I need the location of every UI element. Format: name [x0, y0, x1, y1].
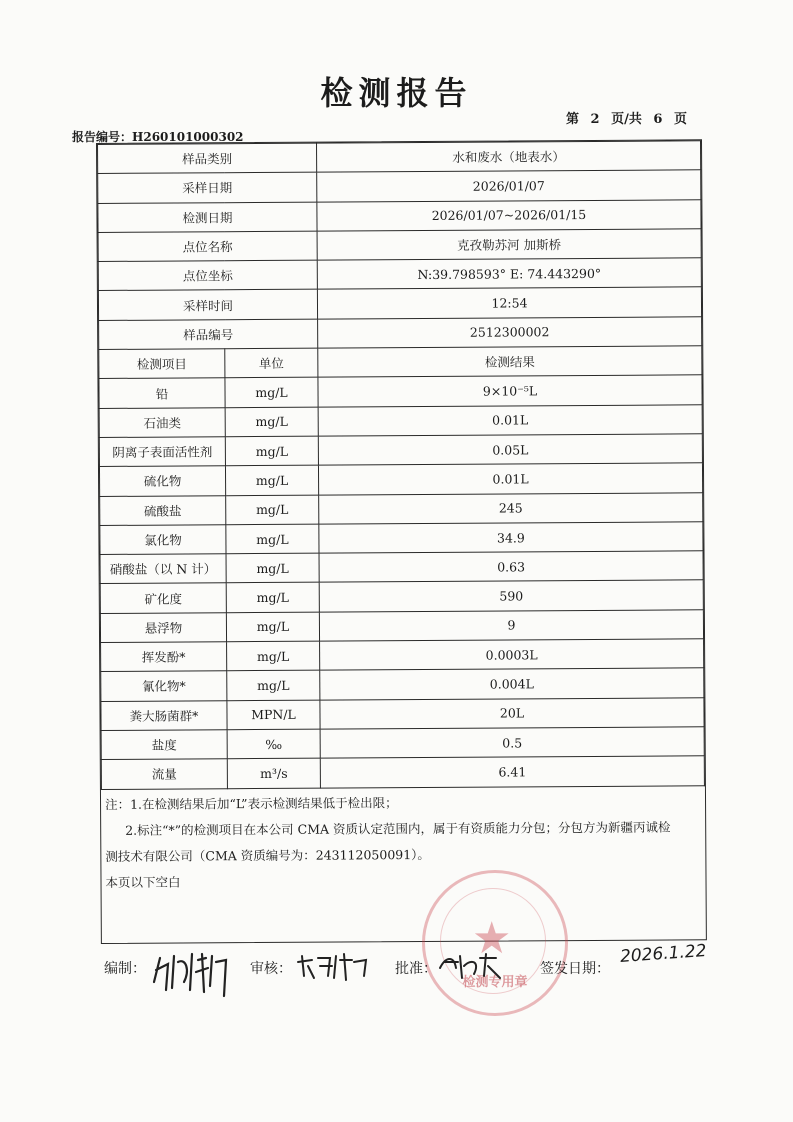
info-value: 2026/01/07~2026/01/15	[317, 199, 701, 231]
remark-line-1: 注：1.在检测结果后加“L”表示检测结果低于检出限；	[104, 794, 398, 812]
page-suffix: 页	[673, 112, 687, 127]
page-indicator	[566, 108, 691, 127]
info-row	[98, 170, 701, 203]
result-row	[101, 668, 704, 701]
result-row	[101, 697, 704, 730]
info-value: N:39.798593° E: 74.443290°	[317, 258, 701, 290]
result-row	[99, 463, 702, 496]
remark-line-4: 本页以下空白	[105, 874, 181, 890]
result-result: 6.41	[320, 756, 704, 788]
info-label: 点位名称	[98, 231, 317, 262]
result-unit: mg/L	[226, 612, 319, 642]
result-unit: ‰	[227, 729, 320, 759]
official-seal	[422, 870, 568, 1016]
info-row	[99, 317, 702, 350]
result-item: 铅	[99, 378, 225, 408]
result-unit: mg/L	[227, 670, 320, 700]
approver-label: 批准：	[395, 961, 437, 977]
info-label: 点位坐标	[98, 260, 317, 291]
issue-date-label: 签发日期：	[540, 961, 610, 977]
report-table	[97, 140, 705, 789]
result-item: 石油类	[99, 407, 225, 437]
result-row	[99, 404, 702, 437]
result-result: 0.01L	[318, 463, 702, 495]
result-item: 矿化度	[100, 583, 226, 613]
header-result: 检测结果	[318, 346, 702, 378]
result-row	[99, 434, 702, 467]
result-row	[99, 375, 702, 408]
header-item: 检测项目	[99, 349, 225, 379]
result-unit: mg/L	[226, 553, 319, 583]
info-row	[98, 287, 701, 320]
result-row	[100, 492, 703, 525]
info-label: 检测日期	[98, 202, 317, 233]
result-row	[101, 756, 704, 789]
result-unit: mg/L	[227, 641, 320, 671]
result-unit: mg/L	[226, 524, 319, 554]
page-prefix: 第	[566, 112, 580, 127]
report-number: 报告编号：H260101000302	[72, 130, 244, 144]
result-unit: mg/L	[225, 378, 318, 408]
info-label: 样品类别	[98, 143, 317, 174]
result-result: 245	[319, 492, 703, 524]
result-unit: mg/L	[226, 495, 319, 525]
result-row	[101, 727, 704, 760]
result-row	[100, 522, 703, 555]
result-result: 0.05L	[318, 434, 702, 466]
seal-text: 检测专用章	[462, 975, 528, 990]
result-result: 34.9	[319, 522, 703, 554]
info-value: 2026/01/07	[317, 170, 701, 202]
result-unit: mg/L	[225, 436, 318, 466]
info-row	[98, 141, 701, 174]
page-total: 6	[653, 112, 663, 127]
result-item: 流量	[101, 759, 227, 789]
result-item: 阴离子表面活性剂	[99, 437, 225, 467]
page-middle: 页/共	[611, 112, 642, 127]
info-row	[98, 199, 701, 232]
approver-signature	[436, 948, 508, 984]
result-result: 0.01L	[318, 404, 702, 436]
info-row	[98, 258, 701, 291]
compiler-label: 编制：	[104, 961, 146, 977]
result-item: 硝酸盐（以 N 计）	[100, 554, 226, 584]
reviewer-label: 审核：	[250, 961, 292, 977]
result-item: 粪大肠菌群*	[101, 700, 227, 730]
remark-line-3: 测技术有限公司（CMA 资质编号为：243112050091）。	[105, 846, 430, 864]
result-result: 590	[319, 580, 703, 612]
result-item: 挥发酚*	[101, 642, 227, 672]
issue-date-value: 2026.1.22	[619, 941, 708, 967]
result-unit: mg/L	[225, 407, 318, 437]
result-result: 0.5	[320, 727, 704, 759]
result-result: 9×10⁻⁵L	[318, 375, 702, 407]
result-item: 盐度	[101, 730, 227, 760]
report-title: 检测报告	[320, 74, 473, 112]
remark-line-2: 2.标注“*”的检测项目在本公司 CMA 资质认定范围内，属于有资质能力分包；分包方为新疆丙诚检	[125, 819, 671, 838]
info-value: 12:54	[317, 287, 701, 319]
info-label: 样品编号	[99, 319, 318, 350]
seal-star-icon: ★	[472, 913, 512, 964]
result-row	[100, 551, 703, 584]
result-result: 0.0003L	[320, 639, 704, 671]
result-item: 氰化物*	[101, 671, 227, 701]
result-unit: mg/L	[226, 583, 319, 613]
info-value: 克孜勒苏河 加斯桥	[317, 229, 701, 261]
result-unit: mg/L	[225, 465, 318, 495]
info-value: 2512300002	[318, 317, 702, 349]
info-label: 采样时间	[98, 290, 317, 321]
result-row	[101, 639, 704, 672]
result-item: 硫酸盐	[100, 495, 226, 525]
result-unit: MPN/L	[227, 700, 320, 730]
result-result: 0.004L	[320, 668, 704, 700]
result-result: 20L	[320, 697, 704, 729]
result-result: 0.63	[319, 551, 703, 583]
result-result: 9	[319, 610, 703, 642]
result-item: 氯化物	[100, 525, 226, 555]
compiler-signature	[146, 940, 238, 1000]
reviewer-signature	[294, 950, 374, 984]
remarks	[101, 786, 706, 896]
header-unit: 单位	[225, 348, 318, 378]
results-header-row	[99, 346, 702, 379]
info-value: 水和废水（地表水）	[317, 141, 701, 173]
info-label: 采样日期	[98, 172, 317, 203]
report-table-frame	[96, 139, 707, 944]
result-row	[100, 610, 703, 643]
info-row	[98, 229, 701, 262]
result-item: 硫化物	[99, 466, 225, 496]
result-row	[100, 580, 703, 613]
result-item: 悬浮物	[100, 612, 226, 642]
result-unit: m³/s	[227, 758, 320, 788]
page-current: 2	[590, 112, 600, 127]
